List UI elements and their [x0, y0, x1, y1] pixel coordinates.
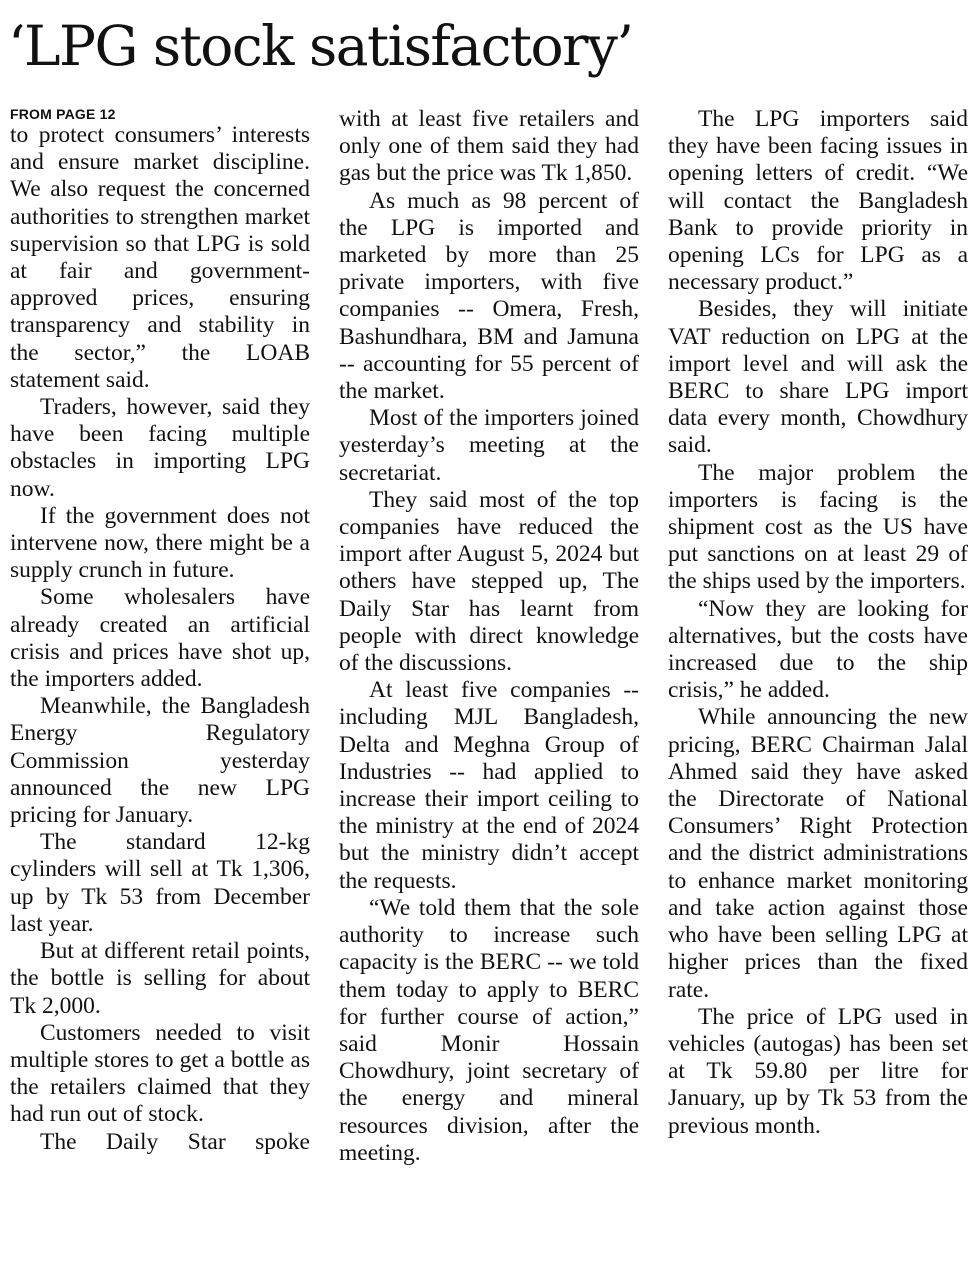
- paragraph: Most of the importers joined yesterday’s meeting at the secretariat.: [339, 405, 639, 486]
- column-3: [668, 106, 968, 1167]
- paragraph: “We told them that the sole authority to increase such capacity is the BERC -- we told them today to apply to BERC for further course of action,” said Monir Hossain Chowdhury, joint secretary of the energy and mineral resources division, after the meeting.: [339, 894, 639, 1166]
- column-2: [339, 106, 639, 1167]
- paragraph: But at different retail points, the bottle is selling for about Tk 2,000.: [10, 938, 310, 1019]
- paragraph: Besides, they will initiate VAT reduction on LPG at the import level and will ask the BERC to share LPG import data every month, Chowdhury said.: [668, 296, 968, 459]
- paragraph: At least five companies -- including MJL Bangladesh, Delta and Meghna Group of Industries -- had applied to increase their import ceiling to the ministry at the end of 2024 but the ministry didn’t accept the requests.: [339, 677, 639, 894]
- paragraph: As much as 98 percent of the LPG is imported and marketed by more than 25 private importers, with five companies -- Omera, Fresh, Bashundhara, BM and Jamuna -- accounting for 55 percent of the market.: [339, 187, 639, 405]
- paragraph: The Daily Star spoke: [40, 1128, 310, 1155]
- paragraph: They said most of the top companies have reduced the import after August 5, 2024 but others have stepped up, The Daily Star has learnt from people with direct knowledge of the discussions.: [339, 486, 639, 677]
- paragraph: Customers needed to visit multiple stores to get a bottle as the retailers claimed that they had run out of stock.: [10, 1019, 310, 1128]
- paragraph: “Now they are looking for alternatives, but the costs have increased due to the ship crisis,” he added.: [668, 595, 968, 704]
- paragraph: The standard 12-kg cylinders will sell at Tk 1,306, up by Tk 53 from December last year.: [10, 829, 310, 937]
- paragraph: The major problem the importers is facing is the shipment cost as the US have put sanctions on at least 29 of the ships used by the importers.: [668, 459, 968, 595]
- column-1: [10, 106, 310, 1167]
- paragraph: If the government does not intervene now, there might be a supply crunch in future.: [10, 502, 310, 584]
- paragraph: to protect consumers’ interests and ensure market discipline. We also request the concerned authorities to strengthen market supervision so that LPG is sold at fair and government-approved prices, ensuring transparency and stability in the sector,” the LOAB statement said.: [10, 122, 310, 393]
- paragraph: Traders, however, said they have been facing multiple obstacles in importing LPG now.: [10, 394, 310, 502]
- paragraph: Some wholesalers have already created an artificial crisis and prices have shot up, the importers added.: [10, 584, 310, 693]
- paragraph: The price of LPG used in vehicles (autogas) has been set at Tk 59.80 per litre for January, up by Tk 53 from the previous month.: [668, 1003, 968, 1139]
- paragraph: Meanwhile, the Bangladesh Energy Regulatory Commission yesterday announced the new LPG pricing for January.: [10, 693, 310, 829]
- paragraph: with at least five retailers and only one of them said they had gas but the price was Tk 1,850.: [339, 106, 639, 187]
- article-body: [10, 106, 968, 1167]
- paragraph: The LPG importers said they have been facing issues in opening letters of credit. “We will contact the Bangladesh Bank to provide priority in opening LCs for LPG as a necessary product.”: [668, 106, 968, 296]
- from-page-label: FROM PAGE 12: [10, 106, 116, 122]
- headline: ‘LPG stock satisfactory’: [8, 14, 633, 78]
- paragraph: While announcing the new pricing, BERC Chairman Jalal Ahmed said they have asked the Directorate of National Consumers’ Right Protection and the district administrations to enhance market monitoring and take action against those who have been selling LPG at higher prices than the fixed rate.: [668, 704, 968, 1003]
